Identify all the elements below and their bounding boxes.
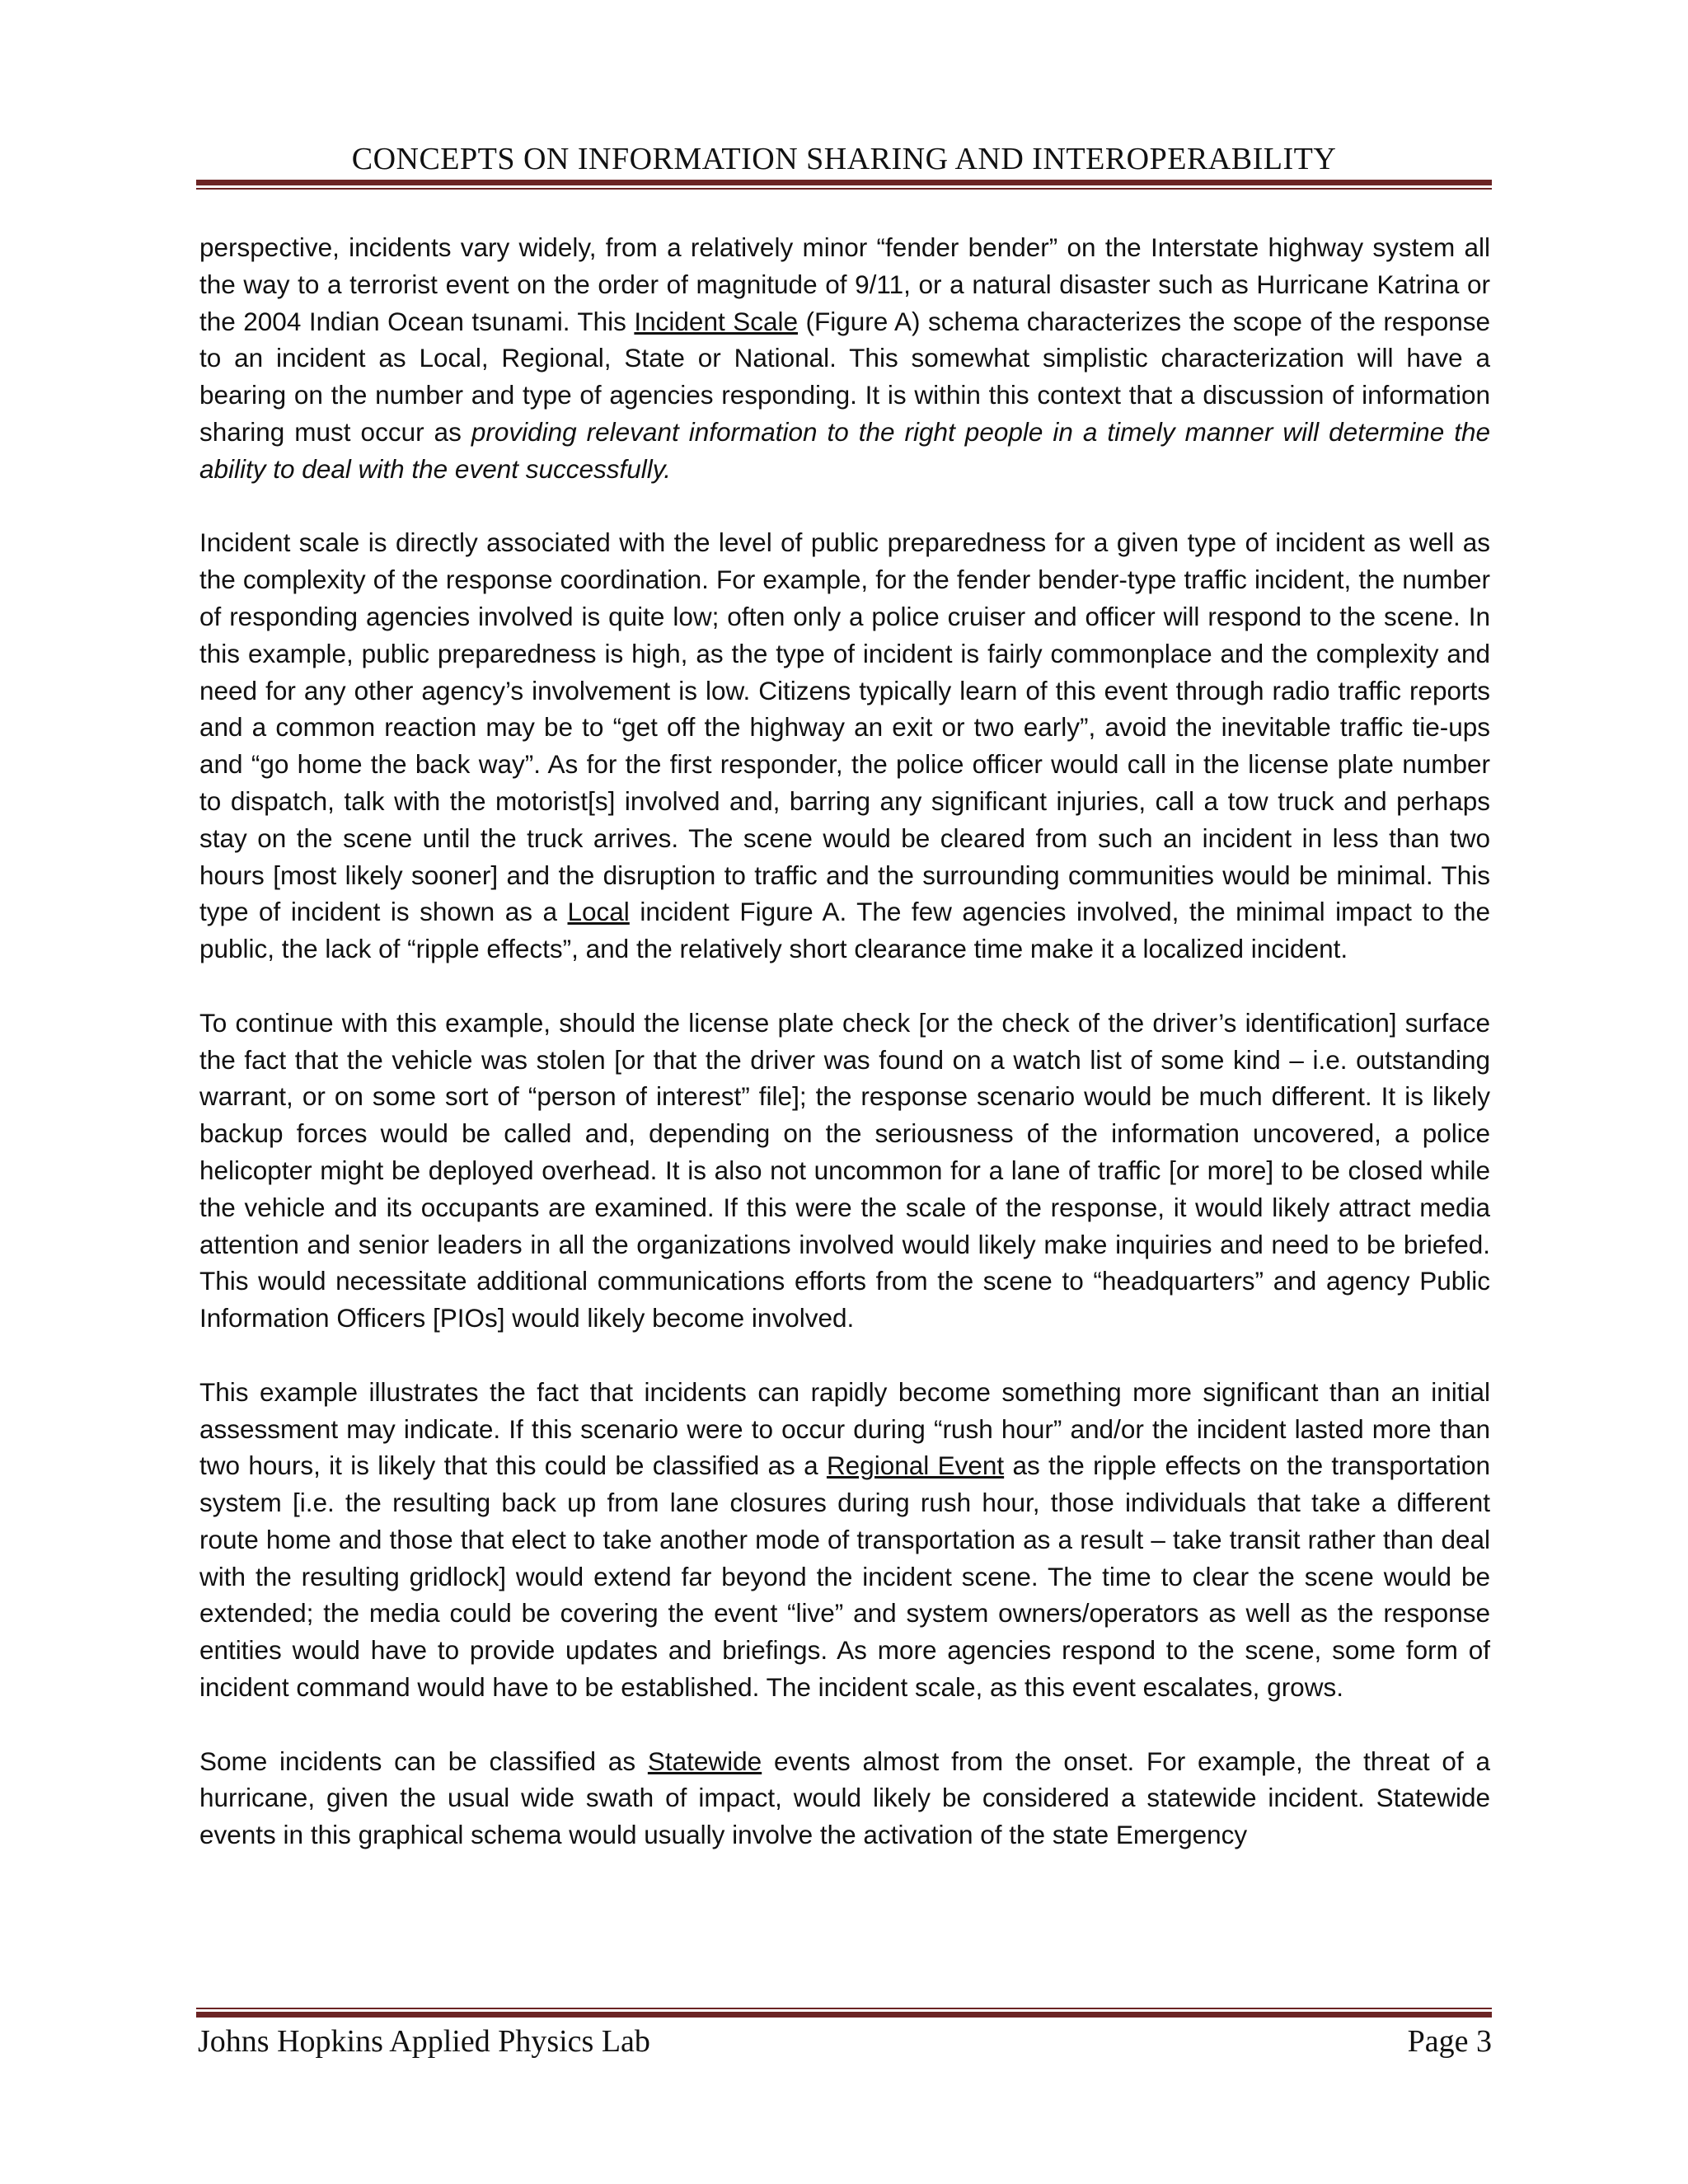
paragraph-2-text-a: Incident scale is directly associated with the level of public preparedness for a given type of incident as well as the complexity of the response coordination. For example, for the fender bender-type traffic incident, the number of responding agencies involved is quite low; often only a police cruiser and officer will respond to the scene. In this example, public preparedness is high, as the type of incident is fairly commonplace and the complexity and need for any other agency’s involvement is low. Citizens typically learn of this event through radio traffic reports and a common reaction may be to “get off the highway an exit or two early”, avoid the inevitable traffic tie-ups and “go home the back way”. As for the first responder, the police officer would call in the license plate number to dispatch, talk with the motorist[s] involved and, barring any significant injuries, call a tow truck and perhaps stay on the scene until the truck arrives. The scene would be cleared from such an incident in less than two hours [most likely sooner] and the disruption to traffic and the surrounding communities would be minimal. This type of incident is shown as a bbox=[199, 527, 1490, 927]
footer-organization: Johns Hopkins Applied Physics Lab bbox=[198, 2024, 650, 2059]
paragraph-1-text-b: (Figure A) schema characterizes the scope of the response to an incident as Local, Regional, State or National. This somewhat simplistic characterization will have a bearing on the number and type of agencies responding. It is within this context that a discussion of information sharing must occur as bbox=[199, 306, 1490, 447]
header-rule-thin bbox=[196, 188, 1492, 190]
paragraph-1-text-a: perspective, incidents vary widely, from a relatively minor “fender bender” on the Interstate highway system all the way to a terrorist event on the order of magnitude of 9/11, or a natural disaster such as Hurricane Katrina or the 2004 Indian Ocean tsunami. This bbox=[199, 232, 1490, 336]
footer-page-number: Page 3 bbox=[1407, 2024, 1492, 2059]
footer-rule bbox=[196, 2008, 1492, 2018]
paragraph-3: To continue with this example, should the license plate check [or the check of the driver’s identification] surface the fact that the vehicle was stolen [or that the driver was found on a watch list of some kind – i.e. outstanding warrant, or on some sort of “person of interest” file]; the response scenario would be much different. It is likely backup forces would be called and, depending on the seriousness of the information uncovered, a police helicopter might be deployed overhead. It is also not uncommon for a lane of traffic [or more] to be closed while the vehicle and its occupants are examined. If this were the scale of the response, it would likely attract media attention and senior leaders in all the organizations involved would likely make inquiries and need to be briefed. This would necessitate additional communications efforts from the scene to “headquarters” and agency Public Information Officers [PIOs] would likely become involved. bbox=[199, 1007, 1490, 1333]
paragraph-1-italic: providing relevant information to the right people in a timely manner will determine the ability to deal with the event successfully. bbox=[199, 416, 1490, 484]
regional-event-term: Regional Event bbox=[826, 1451, 1005, 1481]
paragraph-5 bbox=[199, 1743, 1490, 1854]
paragraph-2 bbox=[199, 524, 1490, 968]
paragraph-5-text-a: Some incidents can be classified as bbox=[199, 1746, 648, 1776]
paragraph-4-text-a: This example illustrates the fact that incidents can rapidly become something more significant than an initial assessment may indicate. If this scenario were to occur during “rush hour” and/or the incident lasted more than two hours, it is likely that this could be classified as a bbox=[199, 1376, 1490, 1481]
page-header-title: CONCEPTS ON INFORMATION SHARING AND INTEROPERABILITY bbox=[351, 142, 1337, 176]
header-rule-thick bbox=[196, 180, 1492, 185]
incident-scale-term: Incident Scale bbox=[634, 306, 798, 336]
statewide-term: Statewide bbox=[647, 1746, 762, 1776]
document-body bbox=[199, 229, 1490, 1891]
footer-rule-thick bbox=[196, 2012, 1492, 2018]
paragraph-4 bbox=[199, 1374, 1490, 1706]
local-term: Local bbox=[567, 897, 630, 927]
header-rule bbox=[196, 180, 1492, 190]
paragraph-1 bbox=[199, 229, 1490, 488]
paragraph-2-text-b: incident Figure A. The few agencies involved, the minimal impact to the public, the lack of “ripple effects”, and the relatively short clearance time make it a localized incident. bbox=[199, 897, 1490, 964]
paragraph-4-text-b: as the ripple effects on the transportation system [i.e. the resulting back up from lane closures during rush hour, those individuals that take a different route home and those that elect to take another mode of transportation as a result – take transit rather than deal with the resulting gridlock] would extend far beyond the incident scene. The time to clear the scene would be extended; the media could be covering the event “live” and system owners/operators as well as the response entities would have to provide updates and briefings. As more agencies respond to the scene, some form of incident command would have to be established. The incident scale, as this event escalates, grows. bbox=[199, 1451, 1491, 1703]
paragraph-5-text-b: events almost from the onset. For example, the threat of a hurricane, given the usual wide swath of impact, would likely be considered a statewide incident. Statewide events in this graphical schema would usually involve the activation of the state Emergency bbox=[199, 1746, 1490, 1850]
